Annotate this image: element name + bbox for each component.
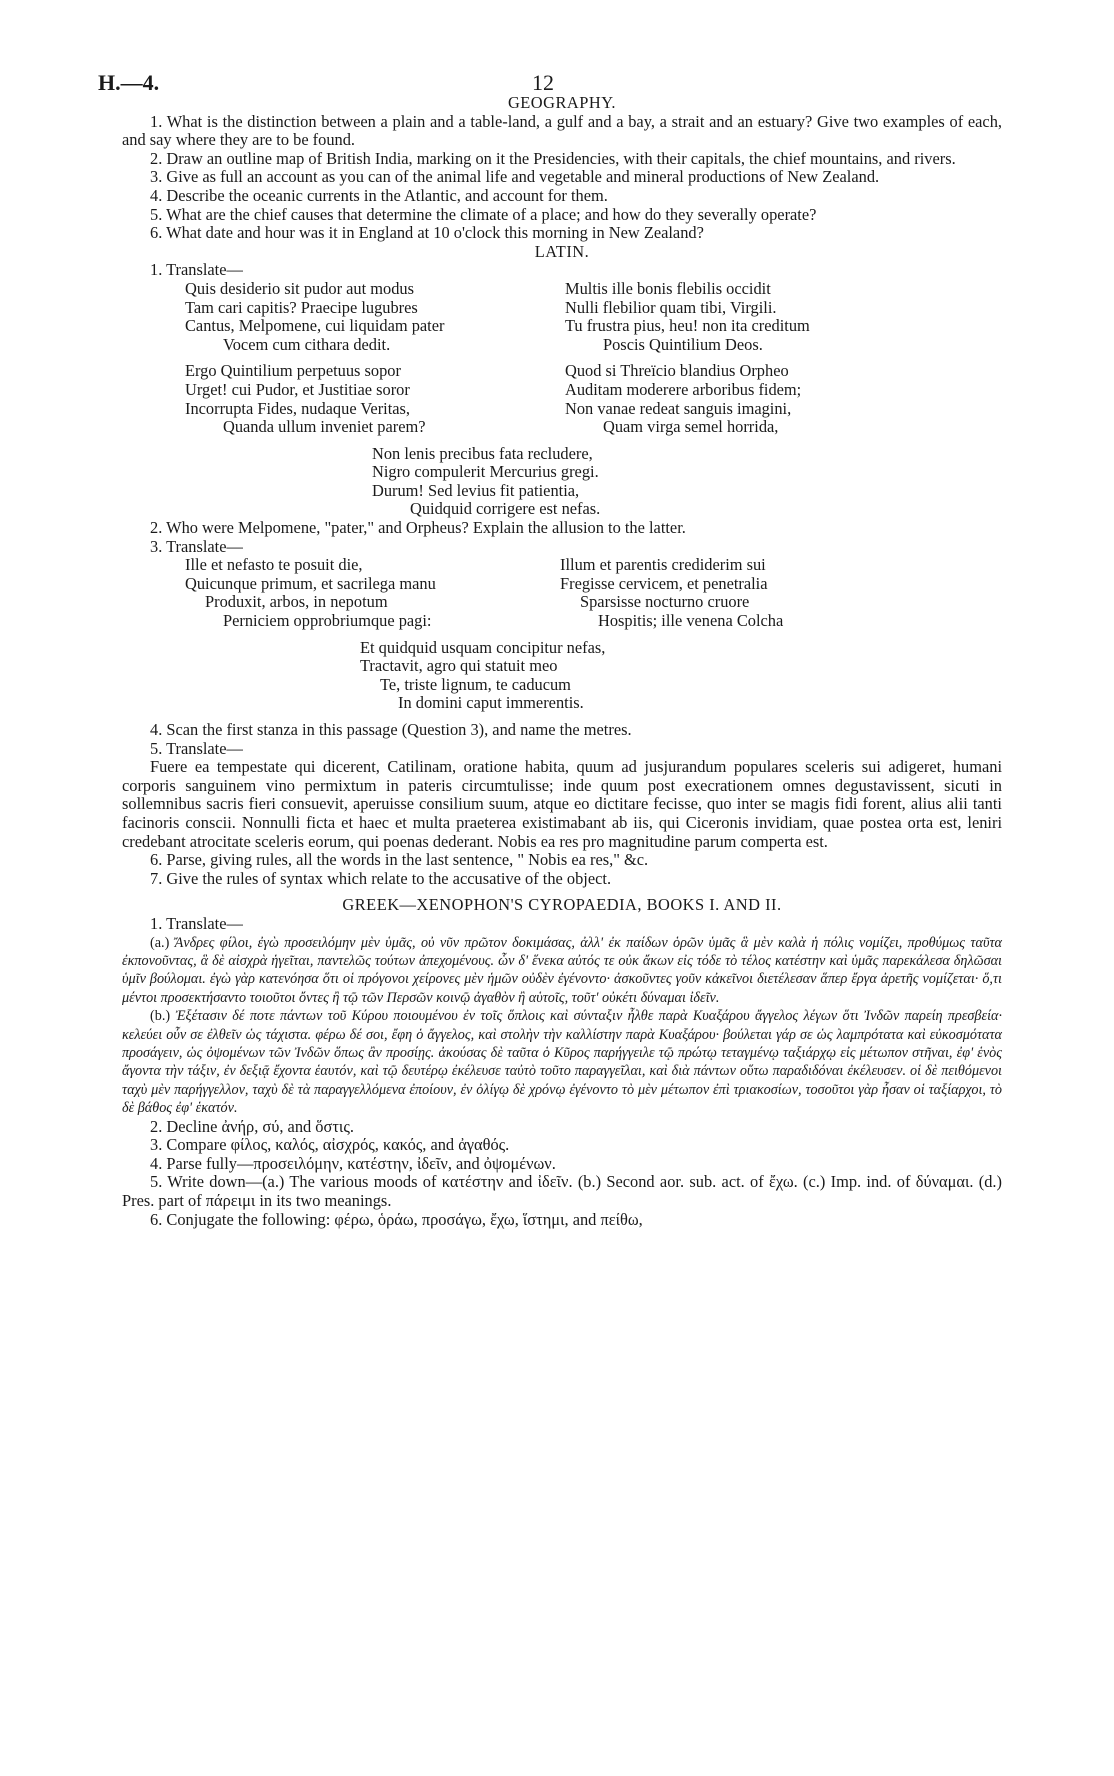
latin-question-5-label: 5. Translate— [150,738,243,758]
greek-question-5: 5. Write down—(a.) The various moods of κατέστην and ἰδεῖν. (b.) Second aor. sub. act. of ἔχω. (c.) Imp. ind. of δύναμαι. (d.) Pres. part of πάρειμι in its two meanings. [122,1172,1002,1210]
poem-line: Te, triste lignum, te caducum [380,674,571,694]
passage-b-text: Ἐξέτασιν δέ ποτε πάντων τοῦ Κύρου ποιουμένου ἐν τοῖς ὅπλοις καὶ σύνταξιν ἦλθε παρὰ Κυαξάρου ἄγγελος λέγων ὅτι Ἰνδῶν παρείη πρεσβεία· κελεύει οὖν σε ἐλθεῖν ὡς τάχιστα. φέρω δέ σοι, ἔφη ὁ ἄγγελος, καὶ στολὴν τὴν καλλίστην παρὰ Κυαξάρου· βούλεται γάρ σε ὡς λαμπρότατα καὶ εὐκοσμότατα προσάγειν, ὡς ὀψομένων τῶν Ἰνδῶν ὅπως ἂν προσίῃς. ἀκούσας δὲ ταῦτα ὁ Κῦρος παρήγγειλε τῷ πρώτῳ τεταγμένῳ ταξιάρχῳ εἰς μέτωπον στῆναι, ἐφ' ἑνὸς ἄγοντα τὴν τάξιν, ἐν δεξιᾷ ἔχοντα ἑαυτόν, καὶ τῷ δευτέρῳ ἐκέλευσε ταὐτὸ τοῦτο παραγγεῖλαι, καὶ διὰ πάντων οὕτω παραδιδόναι ἐκέλευσεν. οἱ δὲ πειθόμενοι ταχὺ μὲν παρήγγελλον, ταχὺ δὲ τὰ παραγγελλόμενα ἐποίουν, ἐν ὀλίγῳ δὲ χρόνῳ ἐγένοντο τὸ μὲν μέτωπον ἐπὶ τριακοσίων, τοσοῦτοι γὰρ ἦσαν οἱ ταξίαρχοι, τὸ δὲ βάθος ἐφ' ἑκατόν. [122,1008,1003,1117]
poem-line: Ergo Quintilium perpetuus sopor [185,361,401,381]
poem-line: Quanda ullum inveniet parem? [223,417,426,437]
document-reference: H.—4. [98,70,160,95]
latin-heading: LATIN. [534,241,590,261]
latin-question-3-label: 3. Translate— [150,536,243,556]
poem-line: Quidquid corrigere est nefas. [410,499,601,519]
poem-line: Non vanae redeat sanguis imagini, [565,398,792,418]
geography-question: 3. Give as full an account as you can of the animal life and vegetable and mineral productions of New Zealand. [150,167,880,187]
latin-question-7: 7. Give the rules of syntax which relate to the accusative of the object. [150,868,612,888]
poem-1-right-column [565,280,965,437]
poem-line: Cantus, Melpomene, cui liquidam pater [185,316,445,336]
exam-page [98,60,1003,1229]
geography-question: 5. What are the chief causes that determine the climate of a place; and how do they severally operate? [150,204,817,224]
poem-line: Multis ille bonis flebilis occidit [565,278,771,298]
geography-question: 1. What is the distinction between a plain and a table-land, a gulf and a bay, a strait and an estuary? Give two examples of each, and say where they are to be found. [122,111,1002,150]
poem-line: Perniciem opprobriumque pagi: [223,611,432,631]
latin-question-6: 6. Parse, giving rules, all the words in the last sentence, " Nobis ea res," &c. [150,850,649,870]
poem-line: Tu frustra pius, heu! non ita creditum [565,316,810,336]
greek-heading: GREEK—XENOPHON'S CYROPAEDIA, BOOKS I. AND II. [342,895,782,915]
greek-question-1-label: 1. Translate— [150,913,243,933]
greek-passage-a [122,934,1002,1008]
latin-question-2: 2. Who were Melpomene, "pater," and Orpheus? Explain the allusion to the latter. [150,518,686,538]
latin-question-4: 4. Scan the first stanza in this passage (Question 3), and name the metres. [150,720,632,739]
poem-line: Tam cari capitis? Praecipe lugubres [185,297,418,317]
latin-poem-1 [185,280,1002,437]
page-header [98,60,1002,95]
poem-1-left-column [185,280,585,437]
poem-line: Quod si Threïcio blandius Orpheo [565,361,789,381]
passage-a-text: Ἄνδρες φίλοι, ἐγὼ προσειλόμην μὲν ὑμᾶς, οὐ νῦν πρῶτον δοκιμάσας, ἀλλ' ἐκ παίδων ὁρῶν ὑμᾶς ἃ μὲν καλὰ ἡ πόλις νομίζει, προθύμως ταῦτα ἐκπονοῦντας, ἃ δὲ αἰσχρὰ ἡγεῖται, παντελῶς τούτων ἀπεχομένους. ὧν δ' ἕνεκα αὐτός τε οὐκ ἄκων εἰς τόδε τὸ τέλος κατέστην καὶ ὑμᾶς παρεκάλεσα δηλῶσαι ὑμῖν βούλομαι. ἐγὼ γὰρ κατενόησα ὅτι οἱ πρόγονοι χείρονες μὲν ἡμῶν οὐδὲν ἐγένοντο· ἀσκοῦντες γοῦν κἀκεῖνοι διετέλεσαν ἅπερ ἔργα ἀρετῆς νομίζεται· ὅ,τι μέντοι προσεκτήσαντο τοιοῦτοι ὄντες ἢ τῷ τῶν Περσῶν κοινῷ ἀγαθὸν ἢ αὑτοῖς, τοῦτ' οὐκέτι δύναμαι ἰδεῖν. [122,934,1002,1006]
greek-question-6: 6. Conjugate the following: φέρω, ὁράω, προσάγω, ἔχω, ἵστημι, and πείθω, [150,1209,643,1229]
poem-line: Non lenis precibus fata recludere, [372,443,593,463]
poem-2-left-column [185,556,585,630]
greek-passage-b [122,1007,1002,1117]
poem-line: Poscis Quintilium Deos. [603,334,763,354]
greek-question-4: 4. Parse fully—προσειλόμην, κατέστην, ἰδεῖν, and ὀψομένων. [150,1153,556,1173]
latin-prose-passage: Fuere ea tempestate qui dicerent, Catilinam, oratione habita, quum ad jusjurandum populares sceleris sui adigeret, humani corporis sanguinem vino permixtum in pateris circumtulisse; inde quum post execrationem omnes degustavissent, sicuti in sollemnibus sacris fieri consuevit, aperuisse consilium suum, atque eo dictitare fecisse, quo inter se magis fidi forent, alius alii tanti facinoris conscii. Nonnulli ficta et haec et multa praeterea existimabant ab iis, qui Ciceronis invidiam, quae postea orta est, leniri credebant atrocitate sceleris eorum, qui poenas dederant. Nobis ea res pro magnitudine parum comperta est. [122,757,1002,851]
poem-line: Urget! cui Pudor, et Justitiae soror [185,379,410,399]
passage-b-label: (b.) [150,1008,171,1025]
poem-2-final-stanza [360,639,1002,713]
passage-a-label: (a.) [150,934,170,951]
poem-line: Hospitis; ille venena Colcha [598,611,784,631]
page-number: 12 [532,70,554,95]
geography-question: 6. What date and hour was it in England at 10 o'clock this morning in New Zealand? [150,223,704,243]
poem-line: Quicunque primum, et sacrilega manu [185,573,436,593]
poem-line: Sparsisse nocturno cruore [580,592,750,612]
poem-line: Vocem cum cithara dedit. [223,334,391,354]
latin-question-1-label: 1. Translate— [150,260,243,280]
poem-line: Tractavit, agro qui statuit meo [360,656,558,676]
poem-line: Fregisse cervicem, et penetralia [560,573,768,593]
poem-line: Et quidquid usquam concipitur nefas, [360,637,606,657]
poem-line: In domini caput immerentis. [398,693,584,713]
latin-poem-2 [185,556,1002,630]
poem-line: Quam virga semel horrida, [603,417,779,437]
poem-line: Nulli flebilior quam tibi, Virgili. [565,297,777,317]
poem-line: Ille et nefasto te posuit die, [185,555,363,575]
poem-line: Produxit, arbos, in nepotum [205,592,388,612]
poem-2-right-column [560,556,960,630]
poem-1-final-stanza [372,445,1002,519]
poem-line: Auditam moderere arboribus fidem; [565,379,802,399]
geography-question: 4. Describe the oceanic currents in the Atlantic, and account for them. [150,185,608,205]
greek-question-3: 3. Compare φίλος, καλός, αἰσχρός, κακός, and ἀγαθός. [150,1135,510,1155]
poem-line: Nigro compulerit Mercurius gregi. [372,462,599,482]
poem-line: Illum et parentis crediderim sui [560,555,766,575]
greek-question-2: 2. Decline ἀνήρ, σύ, and ὅστις. [150,1116,354,1136]
poem-line: Incorrupta Fides, nudaque Veritas, [185,398,411,418]
poem-line: Quis desiderio sit pudor aut modus [185,278,414,298]
poem-line: Durum! Sed levius fit patientia, [372,480,580,500]
geography-question: 2. Draw an outline map of British India, marking on it the Presidencies, with their capitals, the chief mountains, and rivers. [150,148,956,168]
geography-heading: GEOGRAPHY. [507,93,617,112]
